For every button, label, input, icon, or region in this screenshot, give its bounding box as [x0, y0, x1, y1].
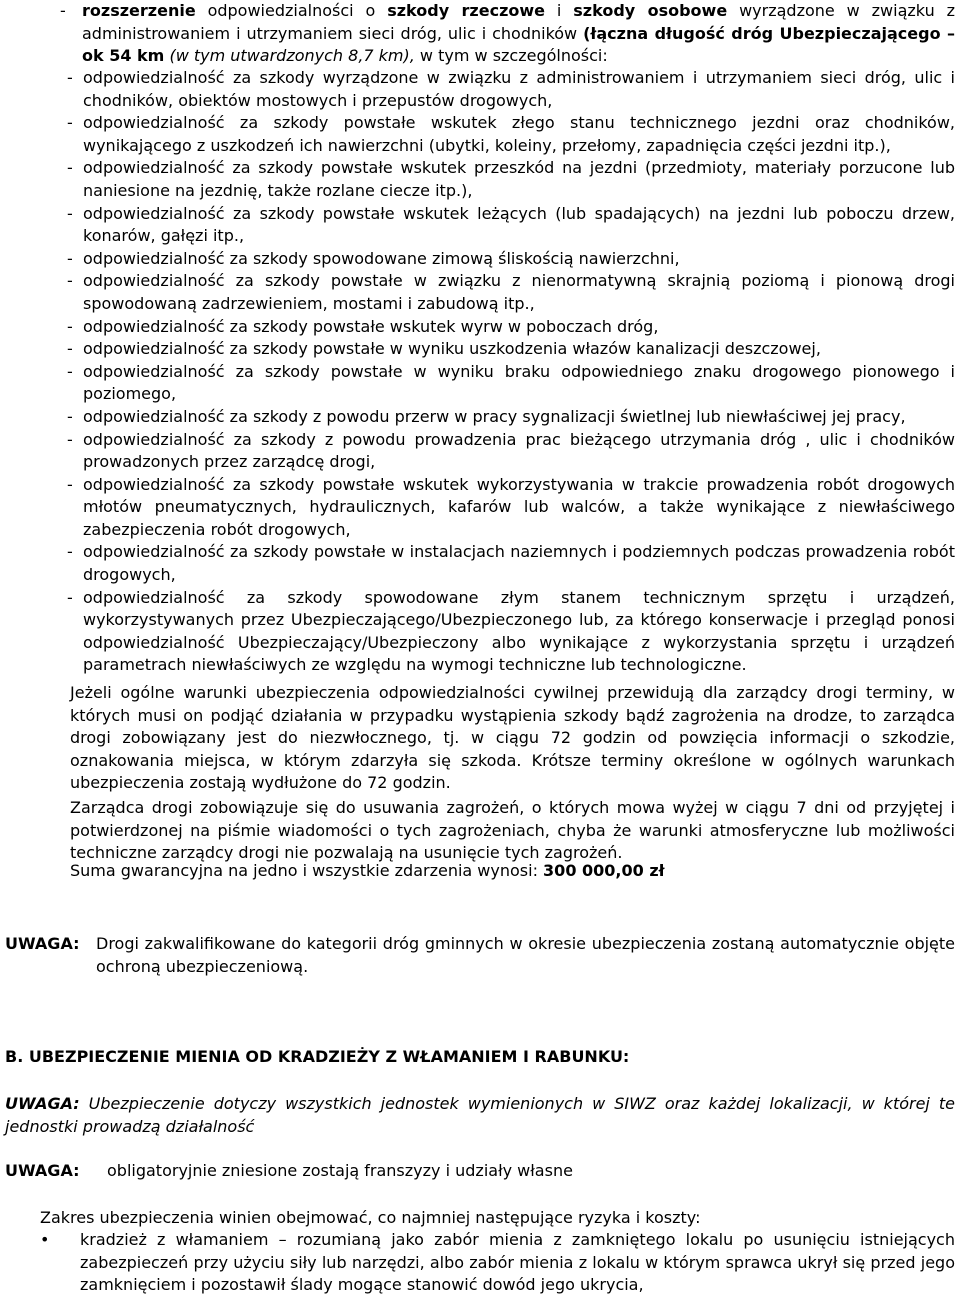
sum-insured-paragraph: [70, 860, 955, 883]
intro-bold-2: szkody rzeczowe: [387, 1, 546, 20]
intro-text-4: w tym w szczególności:: [414, 46, 608, 66]
note-roads: [5, 933, 955, 978]
list-item: - odpowiedzialność za szkody powstałe w wyniku braku odpowiedniego znaku drogowego pionowego i poziomego,: [67, 361, 955, 406]
list-item: - odpowiedzialność za szkody powstałe w instalacjach naziemnych i podziemnych podczas prowadzenia robót drogowych,: [67, 541, 955, 586]
note-label: UWAGA:: [5, 1161, 80, 1180]
intro-body: [62, 0, 955, 68]
list-item: - odpowiedzialność za szkody powstałe wskutek leżących (lub spadających) na jezdni lub poboczu drzew, konarów, gałęzi itp.,: [67, 203, 955, 248]
liability-list: [67, 67, 955, 677]
intro-text-1: odpowiedzialności o: [195, 1, 388, 20]
list-item: - odpowiedzialność za szkody powstałe w wyniku uszkodzenia włazów kanalizacji deszczowej,: [67, 338, 955, 361]
note-label: UWAGA:: [5, 934, 80, 953]
section-b-title: B. UBEZPIECZENIE MIENIA OD KRADZIEŻY Z WŁAMANIEM I RABUNKU:: [5, 1047, 630, 1066]
list-item: - odpowiedzialność za szkody powstałe w związku z nienormatywną skrajnią poziomą i pionową drogi spowodowaną zadrzewieniem, mostami i zabudową itp.,: [67, 270, 955, 315]
list-item: - odpowiedzialność za szkody z powodu przerw w pracy sygnalizacji świetlnej lub niewłaściwej jej pracy,: [67, 406, 955, 429]
sum-insured-label: Suma gwarancyjna na jedno i wszystkie zdarzenia wynosi:: [70, 861, 544, 880]
list-item: - odpowiedzialność za szkody powstałe wskutek wykorzystywania w trakcie prowadzenia robót drogowych młotów pneumatycznych, hydraulicznych, kafarów lub walców, a także wynikające z niewłaściwego zabezpieczenia robót drogowych,: [67, 474, 955, 542]
note-text: Ubezpieczenie dotyczy wszystkich jednostek wymienionych w SIWZ oraz każdej lokalizacji, w której te jednostki prowadzą działalność: [5, 1094, 955, 1136]
intro-text-3: wyrządzone w związku z administrowaniem i utrzymaniem sieci dróg, ulic i chodników: [82, 1, 956, 43]
hazard-removal-paragraph: Zarządca drogi zobowiązuje się do usuwania zagrożeń, o których mowa wyżej w ciągu 7 dni od przyjętej i potwierdzonej na piśmie wiadomości o tych zagrożeniach, chyba że warunki atmosferyczne lub możliwości techniczne zarządcy drogi nie pozwalają na usunięcie tych zagrożeń.: [70, 798, 955, 863]
list-item: - odpowiedzialność za szkody spowodowane zimową śliskością nawierzchni,: [67, 248, 955, 271]
intro-paragraph: [62, 0, 955, 68]
coverage-list: [40, 1229, 955, 1297]
list-item: - odpowiedzialność za szkody powstałe wskutek wyrw w poboczach dróg,: [67, 316, 955, 339]
coverage-item-text: kradzież z włamaniem – rozumianą jako zabór mienia z zamkniętego lokalu po usunięciu istniejących zabezpieczeń przy użyciu siły lub narzędzi, albo zabór mienia z lokalu w którym sprawca ukrył się przed jego zamknięciem i pozostawił ślady mogące stanowić dowód jego ukrycia,: [80, 1230, 955, 1295]
intro-text-2: i: [545, 1, 574, 20]
note-scope: [5, 1093, 955, 1138]
note-label: UWAGA:: [5, 1094, 80, 1113]
intro-italic-1: (w tym utwardzonych 8,7 km),: [164, 46, 415, 66]
sum-insured-amount: 300 000,00 zł: [543, 861, 665, 880]
list-item: - odpowiedzialność za szkody powstałe wskutek przeszkód na jezdni (przedmioty, materiały porzucone lub naniesione na jezdnię, także rozlane ciecze itp.),: [67, 157, 955, 202]
list-item: - odpowiedzialność za szkody powstałe wskutek złego stanu technicznego jezdni oraz chodników, wynikającego z uszkodzeń ich nawierzchni (ubytki, koleiny, przełomy, zapadnięcia części jezdni itp.),: [67, 112, 955, 157]
list-item: - odpowiedzialność za szkody spowodowane złym stanem technicznym sprzętu i urządzeń, wykorzystywanych przez Ubezpieczającego/Ubezpieczonego lub, za którego konserwacje i przegląd ponosi odpowiedzialność Ubezpieczający/Ubezpieczony albo wynikające z wykorzystania sprzętu i urządzeń parametrach niewłaściwych ze względu na wymogi techniczne lub technologiczne.: [67, 587, 955, 677]
intro-bold-3: szkody osobowe: [573, 1, 728, 20]
note-deductibles: [5, 1160, 955, 1183]
dash-marker: -: [60, 1, 66, 20]
list-item: [40, 1229, 955, 1297]
note-text: obligatoryjnie zniesione zostają franszyzy i udziały własne: [107, 1161, 573, 1180]
bullet-icon: •: [40, 1230, 50, 1249]
notification-terms-paragraph: Jeżeli ogólne warunki ubezpieczenia odpowiedzialności cywilnej przewidują dla zarządcy drogi terminy, w których musi on podjąć działania w przypadku wystąpienia szkody bądź zagrożenia na drodze, to zarządca drogi zobowiązany jest do niezwłocznego, tj. w ciągu 72 godzin od powzięcia informacji o szkodzie, oznakowania miejsca, w którym zdarzyła się szkoda. Krótsze terminy określone w ogólnych warunkach ubezpieczenia zostają wydłużone do 72 godzin.: [70, 683, 955, 793]
intro-bold-4: (łączna długość dróg Ubezpieczającego –ok 54 km: [82, 23, 955, 66]
list-item: - odpowiedzialność za szkody wyrządzone w związku z administrowaniem i utrzymaniem sieci dróg, ulic i chodników, obiektów mostowych i przepustów drogowych,: [67, 67, 955, 112]
list-item: - odpowiedzialność za szkody z powodu prowadzenia prac bieżącego utrzymania dróg , ulic i chodników prowadzonych przez zarządcę drogi,: [67, 429, 955, 474]
coverage-intro: Zakres ubezpieczenia winien obejmować, co najmniej następujące ryzyka i koszty:: [40, 1208, 701, 1227]
intro-bold-1: rozszerzenie: [82, 1, 196, 20]
note-text: Drogi zakwalifikowane do kategorii dróg gminnych w okresie ubezpieczenia zostaną automatycznie objęte ochroną ubezpieczeniową.: [96, 934, 955, 976]
